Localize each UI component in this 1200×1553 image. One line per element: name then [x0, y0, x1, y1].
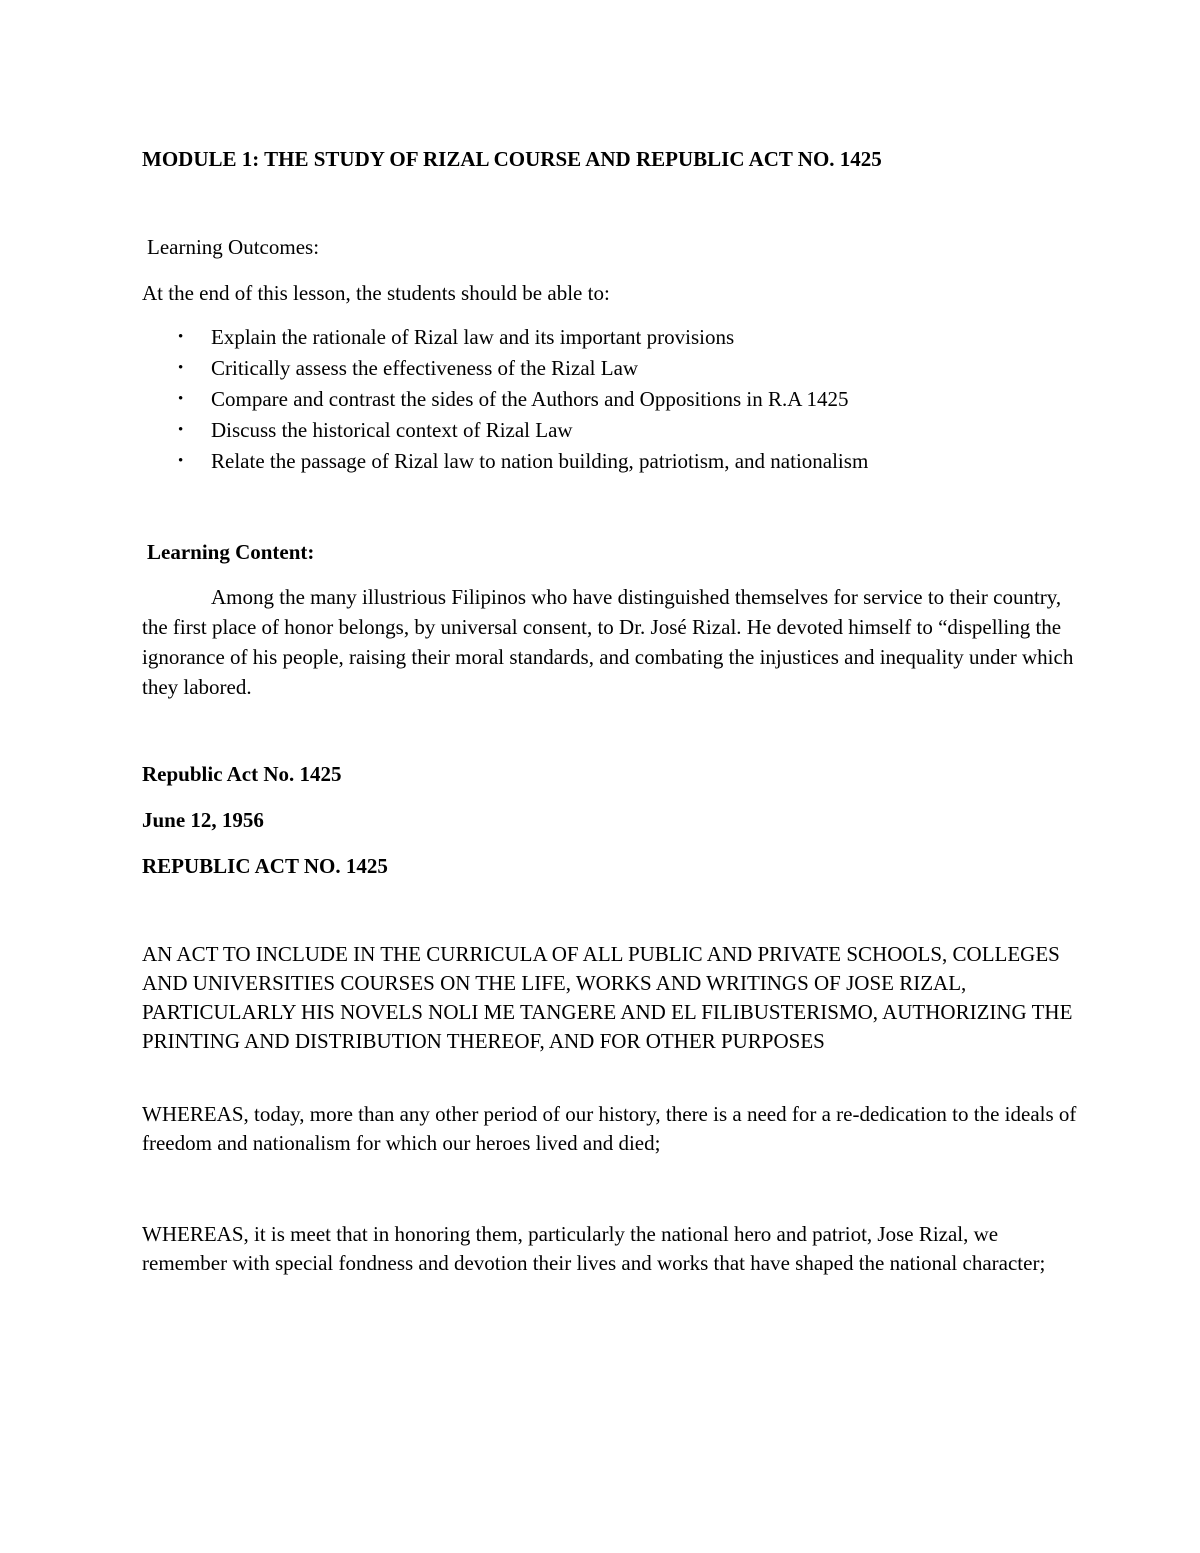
- list-item-text: Relate the passage of Rizal law to nation building, patriotism, and nationalism: [211, 449, 869, 473]
- whereas-clause-2: WHEREAS, it is meet that in honoring them, particularly the national hero and patriot, Jose Rizal, we remember with special fondness and devotion their lives and works that have shaped the national character;: [142, 1222, 1046, 1275]
- act-title: AN ACT TO INCLUDE IN THE CURRICULA OF ALL PUBLIC AND PRIVATE SCHOOLS, COLLEGES AND UNIVERSITIES COURSES ON THE LIFE, WORKS AND WRITINGS OF JOSE RIZAL, PARTICULARLY HIS NOVELS NOLI ME TANGERE AND EL FILIBUSTERISMO, AUTHORIZING THE PRINTING AND DISTRIBUTION THEREOF, AND FOR OTHER PURPOSES: [142, 942, 1073, 1053]
- republic-act-date: June 12, 1956: [142, 808, 264, 832]
- list-item: [142, 446, 1082, 477]
- intro-paragraph: [142, 582, 1082, 702]
- bullet-icon: •: [178, 391, 184, 407]
- list-item-text: Compare and contrast the sides of the Authors and Oppositions in R.A 1425: [211, 387, 849, 411]
- list-item-text: Discuss the historical context of Rizal Law: [211, 418, 573, 442]
- bullet-icon: •: [178, 360, 184, 376]
- learning-outcomes-list: [142, 322, 1082, 477]
- learning-outcomes-label: Learning Outcomes:: [147, 235, 320, 259]
- bullet-icon: •: [178, 422, 184, 438]
- module-title: MODULE 1: THE STUDY OF RIZAL COURSE AND REPUBLIC ACT NO. 1425: [142, 147, 882, 171]
- republic-act-heading: Republic Act No. 1425: [142, 762, 342, 786]
- list-item-text: Critically assess the effectiveness of the Rizal Law: [211, 356, 639, 380]
- list-item-text: Explain the rationale of Rizal law and its important provisions: [211, 325, 735, 349]
- republic-act-heading-caps: REPUBLIC ACT NO. 1425: [142, 854, 388, 878]
- list-item: [142, 322, 1082, 353]
- intro-paragraph-text: Among the many illustrious Filipinos who have distinguished themselves for service to their country, the first place of honor belongs, by universal consent, to Dr. José Rizal. He devoted himself to “dispelling the ignorance of his people, raising their moral standards, and combating the injustices and inequality under which they labored.: [142, 585, 1074, 699]
- outcomes-intro: At the end of this lesson, the students should be able to:: [142, 281, 610, 305]
- whereas-clause-1: WHEREAS, today, more than any other period of our history, there is a need for a re-dedication to the ideals of freedom and nationalism for which our heroes lived and died;: [142, 1102, 1077, 1155]
- bullet-icon: •: [178, 453, 184, 469]
- list-item: [142, 353, 1082, 384]
- list-item: [142, 415, 1082, 446]
- bullet-icon: •: [178, 329, 184, 345]
- list-item: [142, 384, 1082, 415]
- learning-content-label: Learning Content:: [147, 540, 315, 564]
